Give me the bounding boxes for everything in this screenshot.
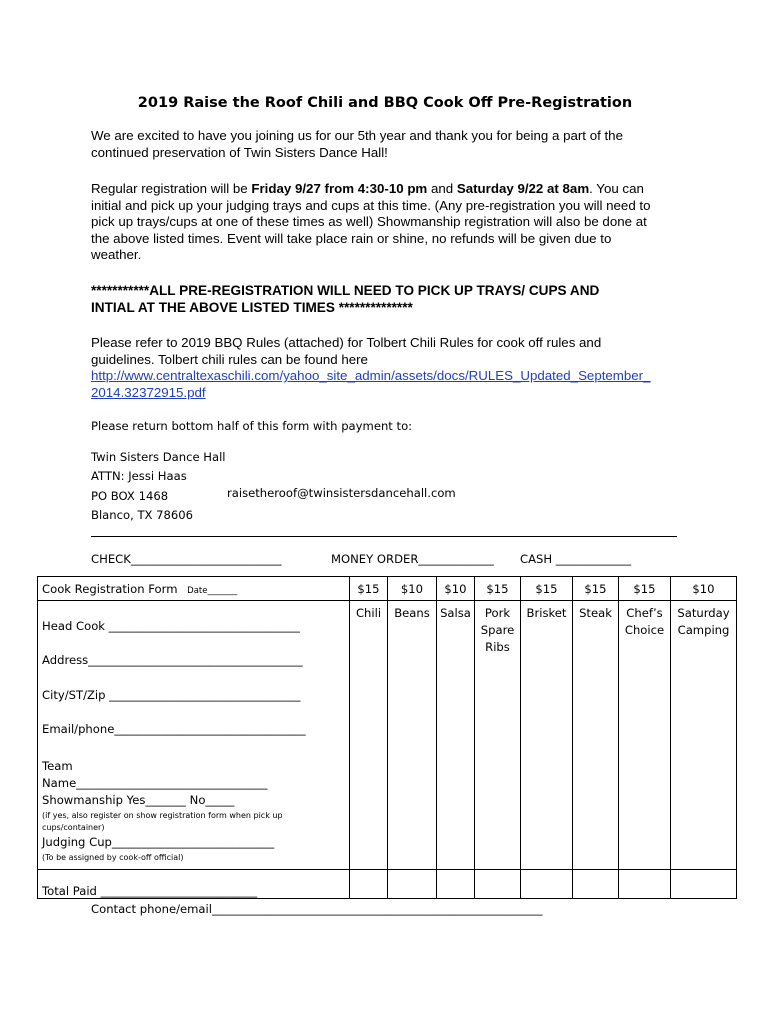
notice-line: ***********ALL PRE-REGISTRATION WILL NEED TO PICK UP TRAYS/ CUPS AND (91, 283, 600, 298)
registration-line (91, 181, 691, 198)
mailing-address (91, 448, 226, 525)
contact-phone-email-field[interactable]: Contact phone/email_________________________________________________________ (91, 902, 543, 916)
address-attn: ATTN: Jessi Haas (91, 469, 187, 484)
total-cell-beans[interactable] (388, 870, 437, 899)
total-paid-field[interactable]: Total Paid ___________________________ (42, 884, 258, 898)
notice-line: INTIAL AT THE ABOVE LISTED TIMES ************** (91, 300, 413, 315)
rules-link-continued[interactable]: 2014.32372915.pdf (91, 384, 206, 400)
date-field[interactable]: Date_______ (187, 585, 238, 596)
price-chefs-choice: $15 (619, 577, 671, 601)
registration-text: Regular registration will be (91, 181, 252, 196)
total-cell-salsa[interactable] (437, 870, 475, 899)
total-cell-steak[interactable] (573, 870, 619, 899)
price-brisket: $15 (521, 577, 573, 601)
saturday-time: Saturday 9/22 at 8am (456, 181, 590, 196)
total-cell-chili[interactable] (350, 870, 388, 899)
registration-text: and (427, 181, 457, 196)
address-name: Twin Sisters Dance Hall (91, 450, 226, 464)
registration-line: pick up trays/cups at one of these times as well) Showmanship registration will also be done at (91, 214, 647, 230)
registration-line: initial and pick up your judging trays and cups at this time. (Any pre-registration you will need to (91, 197, 651, 213)
category-salsa[interactable]: Salsa (437, 601, 475, 870)
payment-cash: CASH _____________ (520, 552, 632, 566)
registration-text: . You can (589, 181, 644, 196)
head-cook-field[interactable]: Head Cook _________________________________ (42, 619, 300, 633)
registration-line: the above listed times. Event will take place rain or shine, no refunds will be given due to (91, 230, 612, 246)
judging-cup-note: (To be assigned by cook-off official) (42, 853, 184, 862)
return-note: Please return bottom half of this form with payment to: (91, 419, 413, 433)
cook-info-cell (38, 601, 350, 870)
payment-money-order: MONEY ORDER_____________ (331, 552, 494, 566)
showmanship-note: (if yes, also register on show registration form when pick up (42, 811, 283, 820)
category-chili[interactable]: Chili (350, 601, 388, 870)
team-label: Team (42, 759, 73, 773)
payment-check: CHECK__________________________ (91, 552, 282, 566)
judging-cup-field[interactable]: Judging Cup____________________________ (42, 835, 275, 849)
email-phone-field[interactable]: Email/phone_________________________________ (42, 722, 306, 736)
category-steak[interactable]: Steak (573, 601, 619, 870)
price-chili: $15 (350, 577, 388, 601)
intro-paragraph (91, 128, 691, 161)
page-title: 2019 Raise the Roof Chili and BBQ Cook Off Pre-Registration (137, 95, 633, 111)
total-cell-brisket[interactable] (521, 870, 573, 899)
showmanship-field[interactable]: Showmanship Yes_______ No_____ (42, 793, 235, 807)
price-salsa: $10 (437, 577, 475, 601)
category-beans[interactable]: Beans (388, 601, 437, 870)
address-city: Blanco, TX 78606 (91, 507, 194, 522)
address-po: PO BOX 1468 (91, 488, 169, 503)
price-beans: $10 (388, 577, 437, 601)
category-chefs-choice[interactable]: Chef’s Choice (619, 601, 671, 870)
team-name-field[interactable]: Name_________________________________ (42, 776, 268, 790)
registration-line: weather. (91, 247, 142, 263)
rules-link[interactable]: http://www.centraltexaschili.com/yahoo_site_admin/assets/docs/RULES_Updated_September_ (91, 368, 651, 384)
price-pork-spare-ribs: $15 (475, 577, 521, 601)
contact-email: raisetheroof@twinsistersdancehall.com (227, 486, 456, 500)
rules-line: guidelines. Tolbert chili rules can be found here (91, 351, 368, 367)
rules-line: Please refer to 2019 BBQ Rules (attached) for Tolbert Chili Rules for cook off rules and (91, 335, 602, 350)
cut-line (91, 536, 677, 537)
address-field[interactable]: Address_____________________________________ (42, 653, 303, 667)
total-cell-pork-spare-ribs[interactable] (475, 870, 521, 899)
total-cell-chefs-choice[interactable] (619, 870, 671, 899)
category-pork-spare-ribs[interactable]: Pork Spare Ribs (475, 601, 521, 870)
category-saturday-camping[interactable]: Saturday Camping (671, 601, 737, 870)
intro-line: We are excited to have you joining us for our 5th year and thank you for being a part of the (91, 128, 623, 143)
friday-time: Friday 9/27 from 4:30-10 pm (251, 181, 428, 196)
category-brisket[interactable]: Brisket (521, 601, 573, 870)
registration-form-table (37, 576, 737, 899)
pickup-notice (91, 282, 691, 316)
total-paid-cell (38, 870, 350, 899)
price-saturday-camping: $10 (671, 577, 737, 601)
registration-paragraph (91, 181, 691, 264)
form-header-cell (38, 577, 350, 601)
city-state-zip-field[interactable]: City/ST/Zip _________________________________ (42, 688, 301, 702)
intro-line: continued preservation of Twin Sisters Dance Hall! (91, 144, 388, 160)
showmanship-note-continued: cups/container) (42, 823, 105, 832)
rules-paragraph (91, 335, 691, 401)
price-steak: $15 (573, 577, 619, 601)
form-header-label: Cook Registration Form (42, 581, 178, 596)
total-cell-saturday-camping[interactable] (671, 870, 737, 899)
